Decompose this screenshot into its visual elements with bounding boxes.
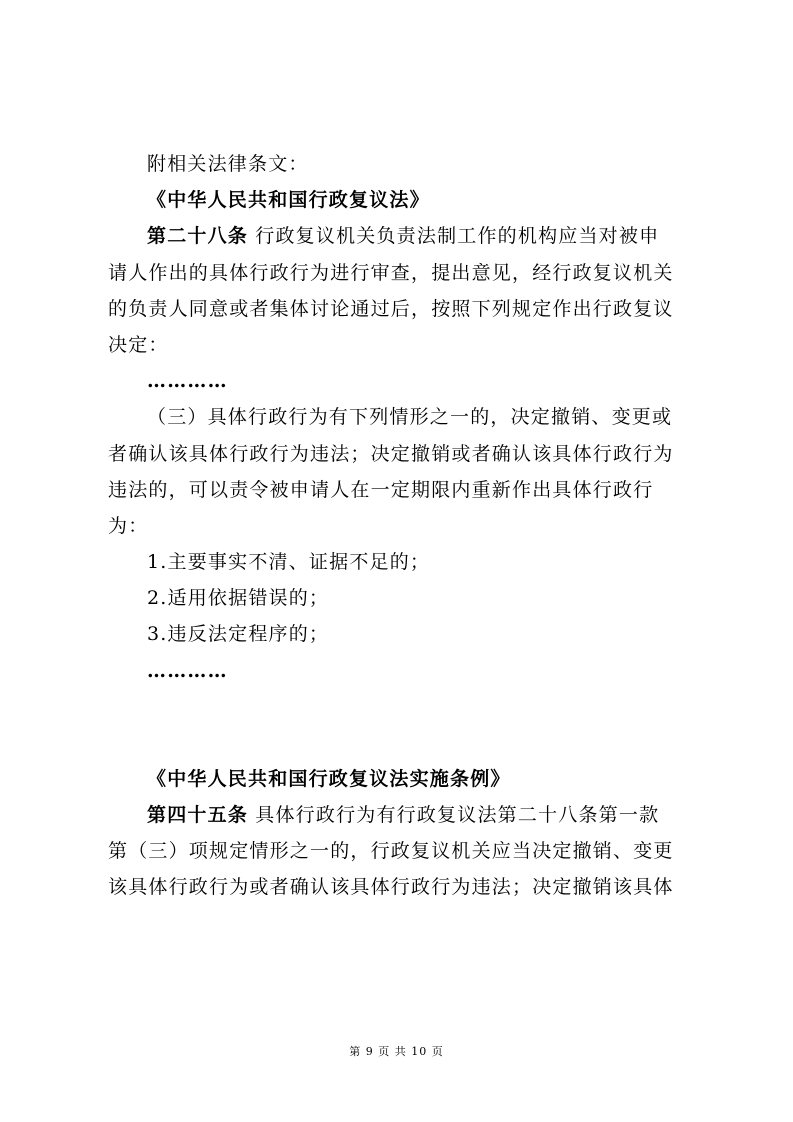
law1-para3-line: 违法的，可以责令被申请人在一定期限内重新作出具体行政行: [108, 478, 654, 501]
law1-item: 2.适用依据错误的；: [147, 587, 330, 610]
law2-article-label: 第四十五条: [147, 804, 249, 826]
ellipsis: …………: [147, 659, 228, 682]
law2-article-text: 具体行政行为有行政复议法第二十八条第一款: [255, 804, 660, 826]
law2-article-line: 第（三）项规定情形之一的，行政复议机关应当决定撤销、变更: [108, 840, 674, 863]
law2-article-first-line: [108, 797, 693, 833]
law1-article-line: 请人作出的具体行政行为进行审查，提出意见，经行政复议机关: [108, 261, 674, 284]
law1-item: 3.违反法定程序的；: [147, 623, 330, 646]
document-body: [108, 146, 693, 906]
law1-item: 1.主要事实不清、证据不足的；: [147, 551, 431, 574]
law1-para3-line: 者确认该具体行政行为违法；决定撤销或者确认该具体行政行为: [108, 442, 674, 465]
page-footer: 第 9 页 共 10 页: [349, 1045, 444, 1058]
law1-article-line: 的负责人同意或者集体讨论通过后，按照下列规定作出行政复议: [108, 297, 674, 320]
intro-line: 附相关法律条文：: [147, 153, 309, 175]
law2-title: 《中华人民共和国行政复议法实施条例》: [147, 767, 511, 790]
law1-title: 《中华人民共和国行政复议法》: [147, 189, 430, 212]
section-gap: [108, 689, 693, 761]
ellipsis: …………: [147, 370, 228, 393]
law1-article-label: 第二十八条: [147, 225, 249, 248]
law1-article-first-line: [108, 218, 693, 254]
law1-article-line: 决定：: [108, 333, 169, 356]
law1-article-text: 行政复议机关负责法制工作的机构应当对被申: [255, 225, 660, 248]
law1-para3-line: （三）具体行政行为有下列情形之一的，决定撤销、变更或: [147, 406, 673, 429]
law2-article-line: 该具体行政行为或者确认该具体行政行为违法；决定撤销该具体: [108, 876, 674, 899]
law1-para3-line: 为：: [108, 514, 149, 537]
